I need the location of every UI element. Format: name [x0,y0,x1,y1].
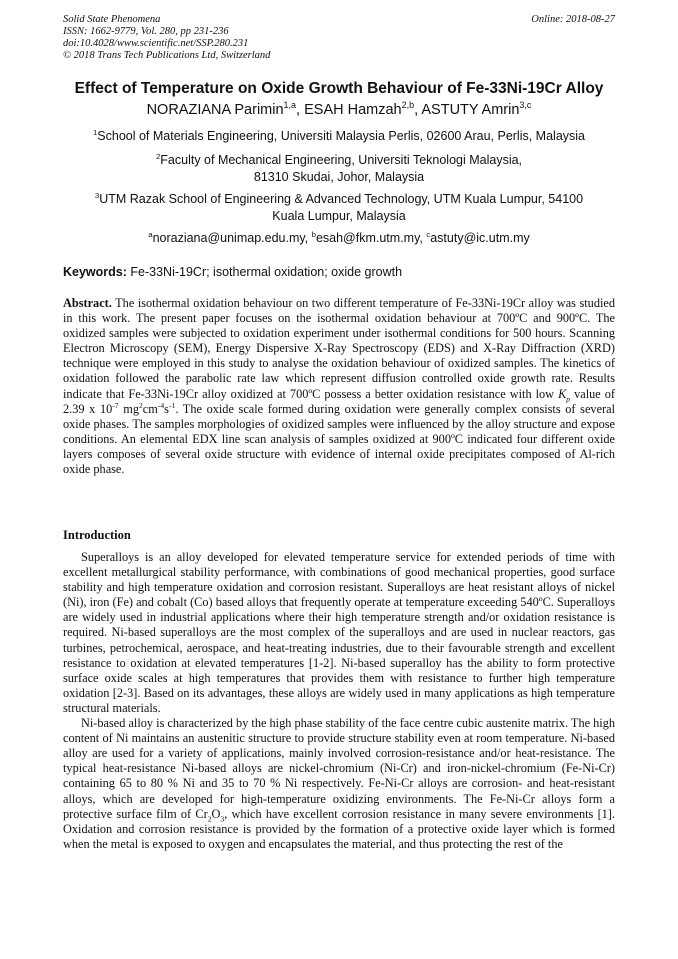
intro-paragraph-1: Superalloys is an alloy developed for elevated temperature service for extended periods of time with excellent metallurgical stability performance, with combinations of good mechanical properties, good surface stability and high temperature oxidation and corrosion resistant. Superalloys are heat resistant alloys of nickel (Ni), iron (Fe) and cobalt (Co) based alloys that frequently operate at temperature exceeding 540ºC. Superalloys are widely used in industrial applications where their high temperature strength and/or oxidation resistance is required. Ni-based superalloys are the most complex of the superalloys and are used in nuclear reactors, gas turbines, petrochemical, aerospace, and heat-treating industries, due to their favourable strength and excellent resistance to oxidation at elevated temperatures [1-2]. Ni-based superalloy has the ability to form protective surface oxide scales at high temperatures that provides them with resistance to further high temperature oxidation [2-3]. Based on its advantages, these alloys are widely used in many applications as high temperature structural materials. [63,550,615,715]
intro-paragraph-2 [63,716,615,852]
abstract-text: The isothermal oxidation behaviour on two different temperature of Fe-33Ni-19Cr alloy was studied in this work. The present paper focuses on the isothermal oxidation behaviour at 700ºC and 900ºC. The oxidized samples were subjected to oxidation experiment under isothermal conditions for 500 hours. Scanning Electron Microscopy (SEM), Energy Dispersive X-Ray Spectroscopy (EDS) and X-Ray Diffraction (XRD) technique were employed in this study to analyse the oxidation behaviour of oxidized samples. The kinetics of oxidation followed the parabolic rate law which represent diffusion controlled oxide growth rate. Results indicate that Fe-33Ni-19Cr alloy oxidized at 700ºC possess a better oxidation resistance with low [63,296,615,401]
exponent: 2 [138,400,143,410]
exponent: -7 [112,400,119,410]
author-name: ASTUTY Amrin [421,102,520,118]
affiliation-line: School of Materials Engineering, Universiti Malaysia Perlis, 02600 Arau, Perlis, Malaysia [97,129,586,143]
unit: cm [142,401,158,416]
affiliation-3 [40,191,638,225]
subscript: 3 [220,814,225,824]
unit: s [164,401,169,416]
email-link[interactable]: astuty@ic.utm.my [430,231,530,245]
abstract-text: value of 2.39 x 10 [63,386,615,416]
affiliation-2 [40,152,638,186]
intro-text: Ni-based alloy is characterized by the high phase stability of the face centre cubic austenite matrix. The high content of Ni maintains an austenitic structure to provide structure stability even at room temperature. Ni-based alloy are used for a variety of applications, mainly involved corrosion-resistance and/or heat-resistance. The typical heat-resistance Ni-based alloys are nickel-chromium (Ni-Cr) and iron-nickel-chromium (Fe-Ni-Cr) containing 65 to 80 % Ni and 35 to 70 % Ni respectively. Fe-Ni-Cr alloys are corrosion- and heat-resistant alloys, which are developed for high-temperature oxidizing environments. The Fe-Ni-Cr alloys form a protective surface film of Cr [63,716,615,821]
email-list: $^a$noraziana@unimap.edu.my, $^b$esah@fkm.utm.my, $^c$astuty@ic.utm.my [148,229,530,245]
affiliation-line: Kuala Lumpur, Malaysia [272,209,406,223]
kp-subscript: p [566,394,571,404]
email-mark: b [311,229,316,239]
online-date: Online: 2018-08-27 [531,14,615,25]
intro-text: O [211,806,221,821]
keywords-line [63,265,615,279]
author-list: NORAZIANA Parimin$^{1,a}$, ESAH Hamzah$^{2,b}$, ASTUTY Amrin$^{3,c}$ [146,100,532,118]
kp-symbol: K [558,386,567,401]
exponent: -1 [168,400,176,410]
email-mark: c [426,229,431,239]
abstract-paragraph [63,296,615,477]
subscript: 2 [207,814,212,824]
affiliation-mark: 3 [94,190,100,200]
doi-line: doi:10.4028/www.scientific.net/SSP.280.231 [63,38,249,49]
affiliation-mark: 2 [155,151,161,161]
journal-name: Solid State Phenomena [63,14,161,25]
affiliation-1 [40,128,638,145]
affiliation-line: 81310 Skudai, Johor, Malaysia [253,170,425,184]
unit: mg [118,401,139,416]
affiliation-line: Faculty of Mechanical Engineering, Universiti Teknologi Malaysia, [160,153,523,167]
introduction-heading: Introduction [63,528,131,542]
author-affiliation-mark: 1,a [283,100,297,111]
affiliation-mark: 1 [92,127,98,137]
abstract-label: Abstract. [63,296,112,310]
author-name: NORAZIANA Parimin [146,102,284,118]
paper-title: Effect of Temperature on Oxide Growth Behaviour of Fe-33Ni-19Cr Alloy [74,80,604,97]
exponent: -4 [157,400,165,410]
intro-text: , which have excellent corrosion resistance in many severe environments [1]. Oxidation and corrosion resistance is provided by the formation of a protective oxide layer which is formed when the metal is exposed to oxygen and encapsulates the material, and thus protecting the rest of the [63,806,615,851]
copyright-line: © 2018 Trans Tech Publications Ltd, Switzerland [63,50,271,61]
introduction-body [63,550,615,852]
keywords-text: Fe-33Ni-19Cr; isothermal oxidation; oxide growth [130,265,403,279]
email-mark: a [148,229,153,239]
journal-header [63,14,270,62]
affiliation-line: UTM Razak School of Engineering & Advanced Technology, UTM Kuala Lumpur, 54100 [99,192,584,206]
issn-line: ISSN: 1662-9779, Vol. 280, pp 231-236 [63,26,229,37]
author-affiliation-mark: 2,b [401,100,415,111]
author-affiliation-mark: 3,c [519,100,532,111]
email-link[interactable]: noraziana@unimap.edu.my [152,231,305,245]
author-name: ESAH Hamzah [304,102,402,118]
abstract-text: . The oxide scale formed during oxidation were generally complex consists of several oxide phases. The samples morphologies of oxidized samples were influenced by the alloy structure and expose conditions. An elemental EDX line scan analysis of samples oxidized at 900ºC indicated four different oxide layers composes of several oxide structure with evidence of internal oxide precipitates composed of Al-rich oxide phase. [63,401,615,477]
keywords-label: Keywords: [63,265,127,279]
email-link[interactable]: esah@fkm.utm.my [315,231,420,245]
